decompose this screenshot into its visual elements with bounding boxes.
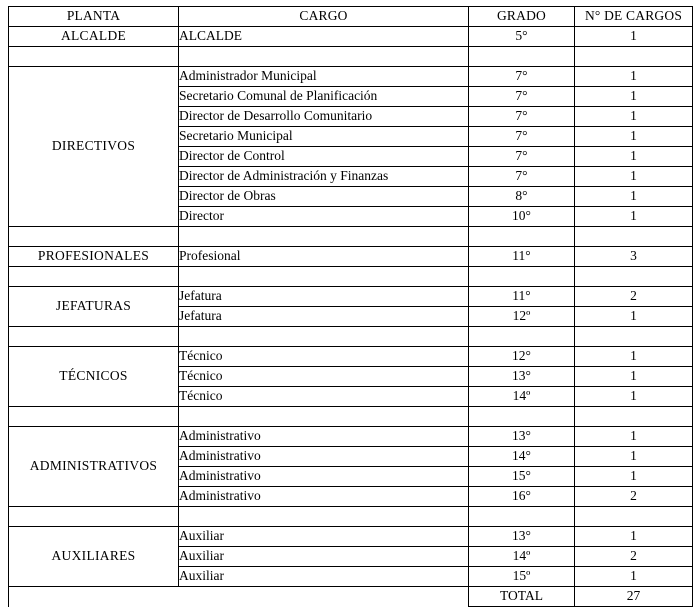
cargo-cell: Secretario Comunal de Planificación bbox=[179, 87, 469, 107]
spacer-row bbox=[9, 407, 693, 427]
cargos-cell: 2 bbox=[575, 287, 693, 307]
spacer-cell bbox=[179, 407, 469, 427]
cargo-cell: Técnico bbox=[179, 387, 469, 407]
total-label: TOTAL bbox=[469, 587, 575, 607]
cargos-cell: 3 bbox=[575, 247, 693, 267]
spacer-cell bbox=[575, 267, 693, 287]
group-label-administrativos: ADMINISTRATIVOS bbox=[9, 427, 179, 507]
spacer-cell bbox=[179, 267, 469, 287]
cargo-cell: Administrativo bbox=[179, 447, 469, 467]
cargos-cell: 1 bbox=[575, 387, 693, 407]
grado-cell: 12° bbox=[469, 347, 575, 367]
column-header-grado: GRADO bbox=[469, 7, 575, 27]
grado-cell: 7° bbox=[469, 127, 575, 147]
table-body bbox=[9, 27, 693, 607]
cargo-cell: Administrativo bbox=[179, 427, 469, 447]
grado-cell: 13° bbox=[469, 427, 575, 447]
table-header bbox=[9, 7, 693, 27]
spacer-row bbox=[9, 267, 693, 287]
grado-cell: 13° bbox=[469, 367, 575, 387]
group-label-jefaturas: JEFATURAS bbox=[9, 287, 179, 327]
grado-cell: 14º bbox=[469, 547, 575, 567]
header-row bbox=[9, 7, 693, 27]
total-value: 27 bbox=[575, 587, 693, 607]
cargos-cell: 1 bbox=[575, 467, 693, 487]
spacer-row bbox=[9, 327, 693, 347]
cargo-cell: Jefatura bbox=[179, 307, 469, 327]
grado-cell: 7° bbox=[469, 147, 575, 167]
cargos-cell: 1 bbox=[575, 347, 693, 367]
table-row bbox=[9, 287, 693, 307]
table-row bbox=[9, 527, 693, 547]
total-spacer-left bbox=[9, 587, 179, 607]
group-label-alcalde: ALCALDE bbox=[9, 27, 179, 47]
spacer-cell bbox=[179, 507, 469, 527]
cargo-cell: Administrador Municipal bbox=[179, 67, 469, 87]
cargos-cell: 1 bbox=[575, 567, 693, 587]
cargo-cell: Director bbox=[179, 207, 469, 227]
column-header-cargo: CARGO bbox=[179, 7, 469, 27]
table-row bbox=[9, 67, 693, 87]
cargos-cell: 1 bbox=[575, 307, 693, 327]
spacer-cell bbox=[9, 267, 179, 287]
cargos-cell: 2 bbox=[575, 487, 693, 507]
cargo-cell: Secretario Municipal bbox=[179, 127, 469, 147]
cargo-cell: Técnico bbox=[179, 367, 469, 387]
table-row bbox=[9, 247, 693, 267]
cargos-cell: 1 bbox=[575, 447, 693, 467]
spacer-cell bbox=[9, 47, 179, 67]
spacer-cell bbox=[469, 407, 575, 427]
grado-cell: 13° bbox=[469, 527, 575, 547]
grado-cell: 16° bbox=[469, 487, 575, 507]
grado-cell: 11° bbox=[469, 247, 575, 267]
column-header-numero-cargos: N° DE CARGOS bbox=[575, 7, 693, 27]
cargos-cell: 1 bbox=[575, 27, 693, 47]
spacer-cell bbox=[469, 267, 575, 287]
cargo-cell: Director de Desarrollo Comunitario bbox=[179, 107, 469, 127]
group-label-profesionales: PROFESIONALES bbox=[9, 247, 179, 267]
group-label-tecnicos: TÉCNICOS bbox=[9, 347, 179, 407]
cargo-cell: Director de Administración y Finanzas bbox=[179, 167, 469, 187]
spacer-cell bbox=[575, 407, 693, 427]
cargo-cell: Administrativo bbox=[179, 467, 469, 487]
cargo-cell: ALCALDE bbox=[179, 27, 469, 47]
spacer-cell bbox=[9, 227, 179, 247]
grado-cell: 15° bbox=[469, 467, 575, 487]
grado-cell: 7° bbox=[469, 87, 575, 107]
spacer-cell bbox=[575, 327, 693, 347]
spacer-cell bbox=[469, 227, 575, 247]
cargo-cell: Administrativo bbox=[179, 487, 469, 507]
cargos-cell: 1 bbox=[575, 87, 693, 107]
spacer-cell bbox=[575, 227, 693, 247]
grado-cell: 7° bbox=[469, 107, 575, 127]
cargos-cell: 1 bbox=[575, 67, 693, 87]
group-label-directivos: DIRECTIVOS bbox=[9, 67, 179, 227]
cargos-cell: 1 bbox=[575, 107, 693, 127]
cargos-cell: 1 bbox=[575, 527, 693, 547]
grado-cell: 12º bbox=[469, 307, 575, 327]
cargo-cell: Auxiliar bbox=[179, 527, 469, 547]
spacer-cell bbox=[179, 47, 469, 67]
spacer-cell bbox=[9, 327, 179, 347]
cargos-cell: 1 bbox=[575, 167, 693, 187]
spacer-row bbox=[9, 507, 693, 527]
cargos-cell: 1 bbox=[575, 147, 693, 167]
table-row bbox=[9, 427, 693, 447]
grado-cell: 8° bbox=[469, 187, 575, 207]
spacer-cell bbox=[469, 327, 575, 347]
total-row bbox=[9, 587, 693, 607]
cargos-cell: 1 bbox=[575, 427, 693, 447]
grado-cell: 7° bbox=[469, 167, 575, 187]
spacer-cell bbox=[575, 47, 693, 67]
spacer-cell bbox=[9, 407, 179, 427]
cargo-cell: Auxiliar bbox=[179, 547, 469, 567]
cargos-cell: 1 bbox=[575, 187, 693, 207]
grado-cell: 10° bbox=[469, 207, 575, 227]
table-row bbox=[9, 27, 693, 47]
spacer-cell bbox=[179, 227, 469, 247]
cargo-cell: Director de Control bbox=[179, 147, 469, 167]
grado-cell: 14º bbox=[469, 387, 575, 407]
grado-cell: 15º bbox=[469, 567, 575, 587]
spacer-cell bbox=[575, 507, 693, 527]
spacer-cell bbox=[469, 47, 575, 67]
cargo-cell: Director de Obras bbox=[179, 187, 469, 207]
planta-municipal-table bbox=[8, 6, 693, 607]
grado-cell: 11° bbox=[469, 287, 575, 307]
spacer-cell bbox=[179, 327, 469, 347]
spacer-cell bbox=[9, 507, 179, 527]
spacer-row bbox=[9, 47, 693, 67]
cargos-cell: 1 bbox=[575, 127, 693, 147]
cargo-cell: Jefatura bbox=[179, 287, 469, 307]
grado-cell: 7° bbox=[469, 67, 575, 87]
spacer-row bbox=[9, 227, 693, 247]
cargo-cell: Auxiliar bbox=[179, 567, 469, 587]
spacer-cell bbox=[469, 507, 575, 527]
table-row bbox=[9, 347, 693, 367]
cargo-cell: Profesional bbox=[179, 247, 469, 267]
column-header-planta: PLANTA bbox=[9, 7, 179, 27]
cargos-cell: 2 bbox=[575, 547, 693, 567]
cargo-cell: Técnico bbox=[179, 347, 469, 367]
grado-cell: 14° bbox=[469, 447, 575, 467]
group-label-auxiliares: AUXILIARES bbox=[9, 527, 179, 587]
total-spacer-right bbox=[179, 587, 469, 607]
cargos-cell: 1 bbox=[575, 367, 693, 387]
grado-cell: 5° bbox=[469, 27, 575, 47]
cargos-cell: 1 bbox=[575, 207, 693, 227]
